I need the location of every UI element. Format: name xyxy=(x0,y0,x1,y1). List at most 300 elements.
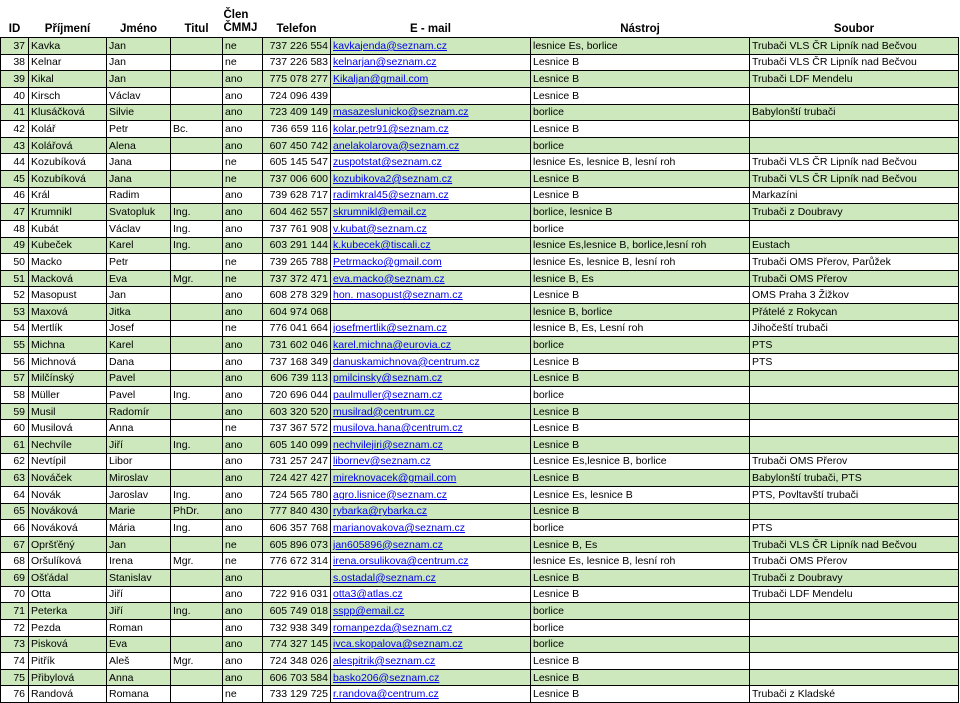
email-link[interactable]: danuskamichnova@centrum.cz xyxy=(333,355,480,368)
cell-jmeno: Jan xyxy=(107,536,171,553)
cell-clen: ano xyxy=(223,653,263,670)
cell-jmeno: Karel xyxy=(107,337,171,354)
cell-id: 57 xyxy=(1,370,29,387)
cell-nastroj: borlice xyxy=(531,137,750,154)
cell-clen: ne xyxy=(223,54,263,71)
cell-titul: Ing. xyxy=(171,520,223,537)
cell-clen: ne xyxy=(223,154,263,171)
cell-id: 38 xyxy=(1,54,29,71)
cell-id: 43 xyxy=(1,137,29,154)
table-row xyxy=(1,104,959,121)
cell-jmeno: Pavel xyxy=(107,370,171,387)
table-row xyxy=(1,270,959,287)
cell-titul xyxy=(171,54,223,71)
cell-jmeno: Václav xyxy=(107,220,171,237)
header-id: ID xyxy=(8,23,21,35)
cell-id: 46 xyxy=(1,187,29,204)
cell-email xyxy=(331,603,531,620)
cell-nastroj: lesnice Es, lesnice B, lesní roh xyxy=(531,154,750,171)
cell-soubor xyxy=(750,370,959,387)
cell-titul: Mgr. xyxy=(171,653,223,670)
cell-email xyxy=(331,453,531,470)
cell-telefon: 606 739 113 xyxy=(263,370,331,387)
email-link[interactable]: Kikaljan@gmail.com xyxy=(333,73,429,86)
cell-titul: Ing. xyxy=(171,486,223,503)
cell-prijmeni: Michna xyxy=(29,337,107,354)
email-link[interactable]: josefmertlik@seznam.cz xyxy=(333,322,447,335)
cell-id: 45 xyxy=(1,171,29,188)
cell-email xyxy=(331,669,531,686)
cell-nastroj: Lesnice B xyxy=(531,669,750,686)
cell-jmeno: Alena xyxy=(107,137,171,154)
email-link[interactable]: radimkral45@seznam.cz xyxy=(333,189,449,202)
table-row xyxy=(1,387,959,404)
email-link[interactable]: r.randova@centrum.cz xyxy=(333,688,439,701)
cell-clen: ano xyxy=(223,137,263,154)
cell-soubor: PTS xyxy=(750,337,959,354)
cell-clen: ano xyxy=(223,437,263,454)
cell-email xyxy=(331,470,531,487)
cell-titul xyxy=(171,586,223,603)
cell-titul xyxy=(171,420,223,437)
cell-prijmeni: Michnová xyxy=(29,353,107,370)
cell-jmeno: Anna xyxy=(107,420,171,437)
cell-titul xyxy=(171,254,223,271)
cell-email xyxy=(331,503,531,520)
email-link[interactable]: v.kubat@seznam.cz xyxy=(333,222,427,235)
cell-soubor: Trubači z Doubravy xyxy=(750,204,959,221)
table-row xyxy=(1,38,959,55)
cell-id: 51 xyxy=(1,270,29,287)
cell-soubor xyxy=(750,121,959,138)
table-row xyxy=(1,237,959,254)
cell-soubor: Babylonští trubači xyxy=(750,104,959,121)
cell-email xyxy=(331,387,531,404)
cell-clen: ano xyxy=(223,104,263,121)
table-body xyxy=(1,38,959,703)
cell-titul: Mgr. xyxy=(171,270,223,287)
cell-email xyxy=(331,187,531,204)
email-link[interactable]: rybarka@rybarka.cz xyxy=(333,505,428,518)
cell-email xyxy=(331,154,531,171)
table-row xyxy=(1,204,959,221)
table-row xyxy=(1,353,959,370)
cell-clen: ne xyxy=(223,420,263,437)
cell-clen: ano xyxy=(223,570,263,587)
cell-jmeno: Aleš xyxy=(107,653,171,670)
cell-clen: ano xyxy=(223,71,263,88)
cell-soubor: Markazíni xyxy=(750,187,959,204)
email-link[interactable]: mireknovacek@gmail.com xyxy=(333,472,457,485)
cell-email xyxy=(331,104,531,121)
cell-nastroj: borlice xyxy=(531,603,750,620)
table-row xyxy=(1,603,959,620)
cell-email xyxy=(331,686,531,703)
table-row xyxy=(1,570,959,587)
cell-clen: ano xyxy=(223,403,263,420)
cell-titul xyxy=(171,287,223,304)
cell-soubor xyxy=(750,653,959,670)
cell-email xyxy=(331,204,531,221)
cell-prijmeni: Novák xyxy=(29,486,107,503)
email-link[interactable]: jan605896@seznam.cz xyxy=(333,538,443,551)
cell-titul xyxy=(171,470,223,487)
cell-titul: Ing. xyxy=(171,204,223,221)
table-row xyxy=(1,287,959,304)
cell-prijmeni: Král xyxy=(29,187,107,204)
cell-clen: ano xyxy=(223,337,263,354)
cell-email xyxy=(331,586,531,603)
cell-id: 47 xyxy=(1,204,29,221)
cell-nastroj: Lesnice B xyxy=(531,653,750,670)
cell-nastroj: Lesnice B xyxy=(531,370,750,387)
cell-titul xyxy=(171,154,223,171)
cell-prijmeni: Müller xyxy=(29,387,107,404)
cell-telefon: 723 409 149 xyxy=(263,104,331,121)
email-link[interactable]: musilova.hana@centrum.cz xyxy=(333,422,463,435)
email-link[interactable]: alespitrik@seznam.cz xyxy=(333,654,436,667)
cell-soubor xyxy=(750,137,959,154)
cell-clen: ne xyxy=(223,553,263,570)
email-link[interactable]: skrumnikl@email.cz xyxy=(333,206,427,219)
cell-soubor: Trubači LDF Mendelu xyxy=(750,71,959,88)
cell-prijmeni: Macko xyxy=(29,254,107,271)
email-link[interactable]: pmilcinsky@seznam.cz xyxy=(333,372,443,385)
table-row xyxy=(1,520,959,537)
cell-id: 56 xyxy=(1,353,29,370)
email-link[interactable]: zuspotstat@seznam.cz xyxy=(333,156,442,169)
cell-soubor xyxy=(750,403,959,420)
table-row xyxy=(1,619,959,636)
table-row xyxy=(1,403,959,420)
email-link[interactable]: irena.orsulikova@centrum.cz xyxy=(333,555,469,568)
cell-prijmeni: Kelnar xyxy=(29,54,107,71)
cell-clen: ano xyxy=(223,187,263,204)
cell-soubor: Trubači VLS ČR Lipník nad Bečvou xyxy=(750,38,959,55)
cell-telefon: 775 078 277 xyxy=(263,71,331,88)
cell-clen: ano xyxy=(223,619,263,636)
cell-nastroj: Lesnice B xyxy=(531,420,750,437)
email-link[interactable]: romanpezda@seznam.cz xyxy=(333,621,453,634)
cell-prijmeni: Pezda xyxy=(29,619,107,636)
cell-nastroj: lesnice Es, lesnice B, lesní roh xyxy=(531,254,750,271)
cell-titul: Ing. xyxy=(171,220,223,237)
table-row xyxy=(1,370,959,387)
cell-telefon: 724 427 427 xyxy=(263,470,331,487)
email-link[interactable]: masazeslunicko@seznam.cz xyxy=(333,106,469,119)
cell-nastroj: lesnice Es, lesnice B, lesní roh xyxy=(531,553,750,570)
cell-telefon: 731 602 046 xyxy=(263,337,331,354)
email-link[interactable]: sspp@email.cz xyxy=(333,605,405,618)
cell-telefon: 776 041 664 xyxy=(263,320,331,337)
cell-jmeno: Eva xyxy=(107,636,171,653)
table-row xyxy=(1,71,959,88)
cell-clen: ano xyxy=(223,287,263,304)
table-row xyxy=(1,254,959,271)
cell-telefon: 737 006 600 xyxy=(263,171,331,188)
cell-titul: Ing. xyxy=(171,437,223,454)
cell-soubor: PTS xyxy=(750,353,959,370)
cell-jmeno: Roman xyxy=(107,619,171,636)
cell-jmeno: Radim xyxy=(107,187,171,204)
cell-telefon: 603 320 520 xyxy=(263,403,331,420)
cell-prijmeni: Pisková xyxy=(29,636,107,653)
cell-soubor xyxy=(750,220,959,237)
cell-clen: ne xyxy=(223,254,263,271)
email-link[interactable]: agro.lisnice@seznam.cz xyxy=(333,488,447,501)
cell-nastroj: borlice xyxy=(531,104,750,121)
cell-telefon: 777 840 430 xyxy=(263,503,331,520)
cell-nastroj: Lesnice B xyxy=(531,54,750,71)
cell-telefon: 737 372 471 xyxy=(263,270,331,287)
cell-titul xyxy=(171,669,223,686)
cell-clen: ano xyxy=(223,453,263,470)
email-link[interactable]: anelakolarova@seznam.cz xyxy=(333,139,460,152)
cell-jmeno: Libor xyxy=(107,453,171,470)
cell-telefon: 737 761 908 xyxy=(263,220,331,237)
header-row xyxy=(1,0,959,38)
cell-clen: ano xyxy=(223,370,263,387)
cell-nastroj: borlice xyxy=(531,520,750,537)
cell-jmeno: Jan xyxy=(107,71,171,88)
cell-nastroj: Lesnice B xyxy=(531,71,750,88)
cell-prijmeni: Přibylová xyxy=(29,669,107,686)
cell-titul xyxy=(171,570,223,587)
cell-telefon: 737 168 349 xyxy=(263,353,331,370)
cell-soubor: Babylonští trubači, PTS xyxy=(750,470,959,487)
email-link[interactable]: marianovakova@seznam.cz xyxy=(333,521,466,534)
cell-nastroj: Lesnice B xyxy=(531,287,750,304)
cell-id: 62 xyxy=(1,453,29,470)
email-link[interactable]: Petrmacko@gmail.com xyxy=(333,255,442,268)
cell-id: 75 xyxy=(1,669,29,686)
cell-prijmeni: Nováková xyxy=(29,520,107,537)
email-link[interactable]: k.kubecek@tiscali.cz xyxy=(333,239,431,252)
header-clen xyxy=(223,0,263,38)
cell-prijmeni: Milčínský xyxy=(29,370,107,387)
cell-soubor: Přátelé z Rokycan xyxy=(750,304,959,321)
cell-id: 54 xyxy=(1,320,29,337)
cell-id: 48 xyxy=(1,220,29,237)
cell-clen: ne xyxy=(223,38,263,55)
cell-titul xyxy=(171,87,223,104)
email-link[interactable]: kavkajenda@seznam.cz xyxy=(333,39,447,52)
cell-id: 50 xyxy=(1,254,29,271)
cell-nastroj: Lesnice B xyxy=(531,470,750,487)
email-link[interactable]: kozubikova2@seznam.cz xyxy=(333,172,453,185)
cell-prijmeni: Randová xyxy=(29,686,107,703)
table-row xyxy=(1,636,959,653)
cell-nastroj: Lesnice B xyxy=(531,503,750,520)
cell-titul xyxy=(171,536,223,553)
email-link[interactable]: nechvilejiri@seznam.cz xyxy=(333,438,443,451)
cell-id: 72 xyxy=(1,619,29,636)
header-prijmeni: Příjmení xyxy=(44,23,91,35)
cell-id: 58 xyxy=(1,387,29,404)
table-row xyxy=(1,536,959,553)
cell-telefon: 606 703 584 xyxy=(263,669,331,686)
header-soubor: Soubor xyxy=(833,23,875,35)
cell-prijmeni: Kirsch xyxy=(29,87,107,104)
table-row xyxy=(1,187,959,204)
cell-prijmeni: Pitřík xyxy=(29,653,107,670)
cell-prijmeni: Kolář xyxy=(29,121,107,138)
table-row xyxy=(1,420,959,437)
cell-jmeno: Eva xyxy=(107,270,171,287)
cell-id: 70 xyxy=(1,586,29,603)
cell-id: 37 xyxy=(1,38,29,55)
cell-jmeno: Jan xyxy=(107,287,171,304)
cell-soubor: Trubači VLS ČR Lipník nad Bečvou xyxy=(750,536,959,553)
cell-id: 53 xyxy=(1,304,29,321)
cell-telefon: 603 291 144 xyxy=(263,237,331,254)
cell-nastroj: Lesnice B xyxy=(531,686,750,703)
cell-telefon: 607 450 742 xyxy=(263,137,331,154)
cell-email xyxy=(331,370,531,387)
cell-telefon: 605 896 073 xyxy=(263,536,331,553)
cell-id: 59 xyxy=(1,403,29,420)
cell-titul xyxy=(171,304,223,321)
cell-jmeno: Jan xyxy=(107,38,171,55)
cell-id: 76 xyxy=(1,686,29,703)
cell-jmeno: Jan xyxy=(107,54,171,71)
cell-prijmeni: Nevtípil xyxy=(29,453,107,470)
cell-id: 71 xyxy=(1,603,29,620)
cell-titul: Ing. xyxy=(171,603,223,620)
cell-prijmeni: Musil xyxy=(29,403,107,420)
cell-jmeno: Radomír xyxy=(107,403,171,420)
cell-email xyxy=(331,570,531,587)
cell-titul xyxy=(171,187,223,204)
cell-titul xyxy=(171,636,223,653)
cell-email xyxy=(331,353,531,370)
email-link[interactable]: kolar.petr91@seznam.cz xyxy=(333,122,449,135)
email-link[interactable]: otta3@atlas.cz xyxy=(333,588,403,601)
cell-nastroj: Lesnice Es,lesnice B, borlice xyxy=(531,453,750,470)
cell-soubor: OMS Praha 3 Žižkov xyxy=(750,287,959,304)
table-row xyxy=(1,453,959,470)
cell-nastroj: borlice xyxy=(531,619,750,636)
cell-prijmeni: Maxová xyxy=(29,304,107,321)
cell-soubor: Trubači OMS Přerov, Parůžek xyxy=(750,254,959,271)
cell-telefon: 604 462 557 xyxy=(263,204,331,221)
cell-nastroj: borlice, lesnice B xyxy=(531,204,750,221)
cell-soubor: Trubači VLS ČR Lipník nad Bečvou xyxy=(750,154,959,171)
cell-email xyxy=(331,619,531,636)
email-link[interactable]: libornev@seznam.cz xyxy=(333,455,431,468)
cell-email xyxy=(331,137,531,154)
cell-clen: ano xyxy=(223,304,263,321)
email-link[interactable]: musilrad@centrum.cz xyxy=(333,405,435,418)
cell-clen: ne xyxy=(223,320,263,337)
cell-prijmeni: Peterka xyxy=(29,603,107,620)
cell-jmeno: Josef xyxy=(107,320,171,337)
cell-telefon: 733 129 725 xyxy=(263,686,331,703)
cell-nastroj: Lesnice B xyxy=(531,87,750,104)
cell-jmeno: Irena xyxy=(107,553,171,570)
cell-jmeno: Jana xyxy=(107,154,171,171)
header-clen-line2: ČMMJ xyxy=(223,22,258,34)
cell-email xyxy=(331,220,531,237)
cell-nastroj: Lesnice Es, lesnice B xyxy=(531,486,750,503)
cell-telefon: 732 938 349 xyxy=(263,619,331,636)
cell-jmeno: Jaroslav xyxy=(107,486,171,503)
cell-soubor: Jihočeští trubači xyxy=(750,320,959,337)
email-link[interactable]: basko206@seznam.cz xyxy=(333,671,440,684)
cell-id: 63 xyxy=(1,470,29,487)
cell-id: 55 xyxy=(1,337,29,354)
cell-telefon: 776 672 314 xyxy=(263,553,331,570)
cell-id: 60 xyxy=(1,420,29,437)
cell-id: 61 xyxy=(1,437,29,454)
table-row xyxy=(1,337,959,354)
table-row xyxy=(1,503,959,520)
email-link[interactable]: kelnarjan@seznam.cz xyxy=(333,56,437,69)
email-link[interactable]: karel.michna@eurovia.cz xyxy=(333,339,452,352)
cell-email xyxy=(331,536,531,553)
cell-soubor xyxy=(750,503,959,520)
cell-id: 41 xyxy=(1,104,29,121)
cell-jmeno: Jiří xyxy=(107,586,171,603)
cell-prijmeni: Opršťěný xyxy=(29,536,107,553)
cell-email xyxy=(331,553,531,570)
header-telefon: Telefon xyxy=(276,23,317,35)
cell-jmeno: Mária xyxy=(107,520,171,537)
email-link[interactable]: paulmuller@seznam.cz xyxy=(333,388,443,401)
cell-prijmeni: Nováček xyxy=(29,470,107,487)
cell-titul: Mgr. xyxy=(171,553,223,570)
cell-titul xyxy=(171,171,223,188)
cell-prijmeni: Nováková xyxy=(29,503,107,520)
cell-clen: ano xyxy=(223,387,263,404)
cell-soubor: Trubači z Kladské xyxy=(750,686,959,703)
cell-email xyxy=(331,237,531,254)
cell-prijmeni: Kozubíková xyxy=(29,171,107,188)
table-row xyxy=(1,686,959,703)
table-row xyxy=(1,470,959,487)
cell-titul xyxy=(171,403,223,420)
email-link[interactable]: s.ostadal@seznam.cz xyxy=(333,571,436,584)
cell-telefon: 605 749 018 xyxy=(263,603,331,620)
cell-nastroj: lesnice Es, borlice xyxy=(531,38,750,55)
email-link[interactable]: ivca.skopalova@seznam.cz xyxy=(333,638,463,651)
cell-prijmeni: Kubát xyxy=(29,220,107,237)
cell-email xyxy=(331,287,531,304)
cell-jmeno: Anna xyxy=(107,669,171,686)
cell-jmeno: Václav xyxy=(107,87,171,104)
header-clen-line1: Člen xyxy=(223,9,249,21)
header-nastroj: Nástroj xyxy=(620,23,660,35)
cell-id: 44 xyxy=(1,154,29,171)
email-link[interactable]: hon. masopust@seznam.cz xyxy=(333,289,463,302)
cell-nastroj: Lesnice B xyxy=(531,121,750,138)
cell-nastroj: Lesnice B xyxy=(531,437,750,454)
email-link[interactable]: eva.macko@seznam.cz xyxy=(333,272,445,285)
cell-telefon: 737 226 583 xyxy=(263,54,331,71)
cell-clen: ne xyxy=(223,686,263,703)
cell-telefon: 722 916 031 xyxy=(263,586,331,603)
cell-prijmeni: Nechvíle xyxy=(29,437,107,454)
table-row xyxy=(1,486,959,503)
cell-soubor: Eustach xyxy=(750,237,959,254)
cell-telefon: 737 226 554 xyxy=(263,38,331,55)
cell-titul xyxy=(171,38,223,55)
cell-clen: ano xyxy=(223,121,263,138)
cell-titul xyxy=(171,320,223,337)
cell-nastroj: Lesnice B, Es xyxy=(531,536,750,553)
cell-telefon: 737 367 572 xyxy=(263,420,331,437)
cell-titul xyxy=(171,337,223,354)
